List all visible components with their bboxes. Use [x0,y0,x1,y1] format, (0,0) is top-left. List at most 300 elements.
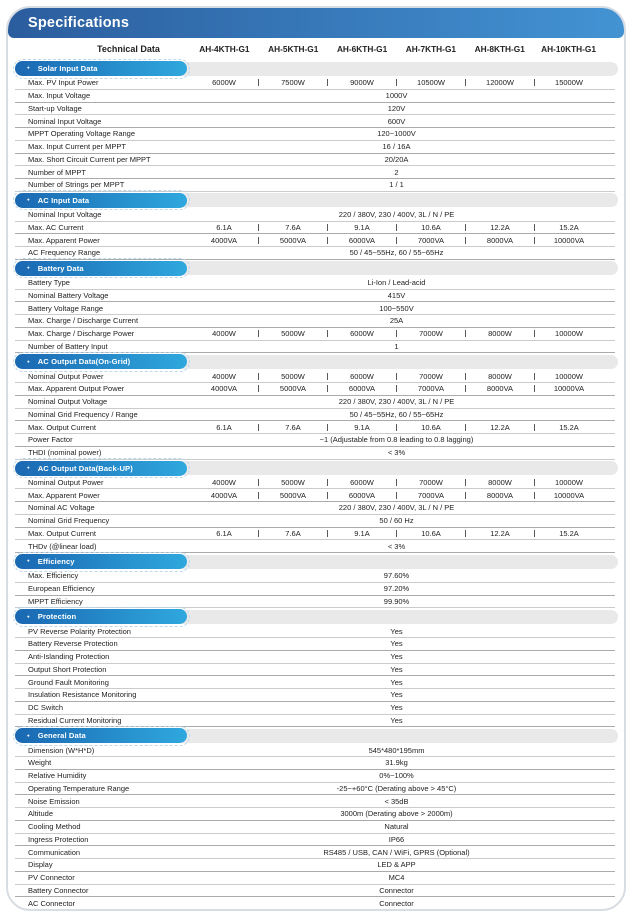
row-label: Max. Short Circuit Current per MPPT [28,154,151,164]
row-value: 9.1A [354,222,370,232]
row-label: Ground Fault Monitoring [28,677,109,687]
spec-row [15,859,615,872]
section-pill [15,728,187,743]
row-label: Max. Apparent Power [28,490,100,500]
row-values [190,678,615,687]
row-value: RS485 / USB, CAN / WiFi, GPRS (Optional) [323,847,470,857]
row-values [190,435,615,444]
row-values [190,155,615,164]
spec-row [15,638,615,651]
spec-row [15,290,615,303]
row-value: 10000W [555,329,583,339]
spec-row [15,596,615,609]
row-value: 8000VA [486,235,514,245]
spec-row [15,795,615,808]
row-label: Nominal Input Voltage [28,210,102,220]
spec-row [15,540,615,553]
section-title: AC Input Data [37,195,90,205]
page-title-banner [8,8,624,38]
bullet-icon: ● [27,265,30,270]
row-value: 50 / 45~55Hz, 60 / 55~65Hz [349,248,444,258]
row-label: Communication [28,847,81,857]
row-label: Display [28,860,53,870]
row-value: 99.90% [383,596,410,606]
row-values [190,809,615,818]
row-value: 10000VA [553,490,585,500]
row-values [190,180,615,189]
row-values [190,372,615,381]
model-column-header: AH-6KTH-G1 [336,44,388,54]
row-values [190,899,615,908]
section-pill [15,461,187,476]
row-value: 5000VA [279,235,307,245]
row-values [190,873,615,882]
section-header-row [15,260,618,277]
row-value: < 3% [387,448,406,458]
row-label: Output Short Protection [28,664,107,674]
section-title: General Data [37,731,86,741]
row-value: ~1 (Adjustable from 0.8 leading to 0.8 lagging) [319,435,474,445]
row-label: Number of MPPT [28,167,86,177]
row-values [190,248,615,257]
spec-table [8,60,624,911]
row-values [190,129,615,138]
bullet-icon: ● [27,65,30,71]
section-title: Efficiency [37,557,75,566]
row-label: Insulation Resistance Monitoring [28,690,137,700]
row-value: 6000W [212,78,236,88]
bullet-icon: ● [27,197,30,202]
section-pill [15,554,187,569]
row-value: LED & APP [377,860,416,870]
row-value: Yes [390,626,403,636]
row-value: 220 / 380V, 230 / 400V, 3L / N / PE [338,503,455,513]
row-value: 9000W [350,78,374,88]
spec-row [15,528,615,541]
row-value: 31.9kg [385,758,408,768]
row-value: 15.2A [559,222,579,232]
row-value: MC4 [388,873,405,883]
row-value: 10000VA [553,384,585,394]
row-values [190,835,615,844]
row-value: IP66 [388,834,405,844]
row-value: 7000W [419,329,443,339]
row-value: 10000VA [553,235,585,245]
row-label: AC Connector [28,898,76,908]
row-values [190,168,615,177]
row-label: PV Connector [28,873,75,883]
row-label: Battery Reverse Protection [28,639,118,649]
spec-row [15,885,615,898]
spec-row [15,141,615,154]
spec-row [15,247,615,260]
row-values [190,886,615,895]
spec-row [15,447,615,460]
row-value: 100~550V [379,303,414,313]
row-label: Power Factor [28,435,73,445]
spec-row [15,783,615,796]
spec-row [15,341,615,354]
row-label: Battery Voltage Range [28,303,104,313]
row-value: 50 / 60 Hz [379,516,414,526]
row-value: 10500W [417,78,445,88]
column-header-row [8,38,624,60]
row-value: 600V [387,116,406,126]
row-values [190,703,615,712]
row-value: 8000W [488,371,512,381]
spec-row [15,115,615,128]
row-value: 7.6A [285,422,301,432]
row-label: AC Frequency Range [28,248,101,258]
spec-row [15,234,615,247]
spec-row [15,90,615,103]
row-label: THDI (nominal power) [28,448,102,458]
row-values [190,542,615,551]
section-pill [15,193,187,208]
row-value: 2 [394,167,399,177]
section-header-row [15,60,618,77]
row-value: 4000W [212,371,236,381]
row-value: 4000W [212,329,236,339]
row-value: 10.6A [421,422,441,432]
row-label: Nominal Output Power [28,371,104,381]
spec-row [15,277,615,290]
row-label: Weight [28,758,52,768]
spec-row [15,872,615,885]
spec-row [15,128,615,141]
row-value: -25~+60°C (Derating above > 45°C) [336,783,457,793]
row-values [190,848,615,857]
row-label: Max. Charge / Discharge Current [28,316,139,326]
row-label: Max. Output Current [28,422,96,432]
row-values [190,529,615,538]
spec-row [15,209,615,222]
row-value: 1 / 1 [389,180,404,190]
spec-row [15,328,615,341]
row-value: 7000W [419,477,443,487]
row-label: MPPT Efficiency [28,596,83,606]
section-title: Protection [37,612,77,622]
row-value: 6000W [350,329,374,339]
spec-row [15,370,615,383]
row-value: 545*480*195mm [368,745,425,755]
row-label: Nominal Grid Frequency / Range [28,409,138,419]
row-values [190,571,615,580]
row-value: 6000W [350,371,374,381]
spec-row [15,757,615,770]
row-value: 3000m (Derating above > 2000m) [340,809,453,819]
row-label: Battery Type [28,278,70,288]
row-values [190,584,615,593]
row-label: Max. Efficiency [28,571,79,581]
row-label: Ingress Protection [28,834,89,844]
row-value: 9.1A [354,528,370,538]
spec-row [15,834,615,847]
row-label: Nominal Output Power [28,477,104,487]
row-label: Nominal Grid Frequency [28,516,110,526]
spec-row [15,583,615,596]
row-values [190,491,615,500]
section-pill [15,609,187,624]
row-label: Residual Current Monitoring [28,715,122,725]
row-value: 97.60% [383,571,410,581]
row-value: 8000VA [486,384,514,394]
row-label: Max. AC Current [28,222,84,232]
row-label: Max. Input Voltage [28,91,91,101]
row-value: 7.6A [285,222,301,232]
row-values [190,316,615,325]
row-label: Nominal AC Voltage [28,503,95,513]
row-label: THDv (@linear load) [28,541,97,551]
row-value: Yes [390,664,403,674]
row-value: 7000VA [417,384,445,394]
row-value: Natural [384,822,409,832]
row-label: Noise Emission [28,796,80,806]
row-value: 5000W [281,371,305,381]
spec-row [15,821,615,834]
spec-row [15,664,615,677]
row-value: 0%~100% [379,771,414,781]
row-value: 9.1A [354,422,370,432]
row-values [190,627,615,636]
section-pill [15,61,187,76]
row-label: Nominal Output Voltage [28,397,108,407]
row-value: 8000W [488,477,512,487]
row-values [190,797,615,806]
row-label: Cooling Method [28,822,81,832]
spec-row [15,315,615,328]
row-values [190,78,615,87]
spec-row [15,77,615,90]
row-value: 25A [389,316,404,326]
row-value: 7000VA [417,490,445,500]
row-label: Max. Apparent Output Power [28,384,125,394]
row-values [190,478,615,487]
row-value: Yes [390,715,403,725]
row-value: 10000W [555,371,583,381]
row-value: 12.2A [490,528,510,538]
section-pill [15,354,187,369]
spec-row [15,808,615,821]
section-header-row [15,553,618,570]
row-value: 120V [387,103,406,113]
spec-row [15,570,615,583]
section-header-row [15,460,618,477]
section-title: Solar Input Data [37,64,98,73]
row-values [190,665,615,674]
row-values [190,503,615,512]
row-values [190,236,615,245]
row-label: MPPT Operating Voltage Range [28,129,136,139]
spec-card [6,6,626,911]
row-value: 6.1A [216,422,232,432]
row-label: Dimension (W*H*D) [28,745,95,755]
row-value: 5000W [281,477,305,487]
row-value: 6000VA [348,235,376,245]
row-value: 15.2A [559,528,579,538]
row-value: 6000W [350,477,374,487]
row-value: 16 / 16A [382,142,411,152]
row-value: 50 / 45~55Hz, 60 / 55~65Hz [349,409,444,419]
row-value: 10.6A [421,222,441,232]
row-value: Yes [390,652,403,662]
row-value: 220 / 380V, 230 / 400V, 3L / N / PE [338,397,455,407]
row-value: 1000V [385,91,408,101]
section-header-row [15,353,618,370]
spec-row [15,396,615,409]
spec-row [15,651,615,664]
spec-row [15,166,615,179]
row-value: Yes [390,703,403,713]
row-values [190,771,615,780]
section-header-row [15,608,618,625]
row-label: DC Switch [28,703,64,713]
row-values [190,410,615,419]
row-value: 220 / 380V, 230 / 400V, 3L / N / PE [338,210,455,220]
section-pill [15,261,187,276]
row-value: 6000VA [348,384,376,394]
row-value: 15.2A [559,422,579,432]
row-values [190,716,615,725]
row-values [190,384,615,393]
row-value: 7000VA [417,235,445,245]
row-values [190,117,615,126]
spec-row [15,744,615,757]
row-value: 6.1A [216,528,232,538]
row-values [190,690,615,699]
row-value: 4000W [212,477,236,487]
bullet-icon: ● [27,613,30,619]
section-title: AC Output Data(On-Grid) [37,357,131,367]
row-label: Max. Input Current per MPPT [28,142,126,152]
row-value: 12.2A [490,422,510,432]
bullet-icon: ● [27,732,30,738]
row-values [190,223,615,232]
row-values [190,210,615,219]
spec-row [15,502,615,515]
spec-row [15,383,615,396]
row-label: European Efficiency [28,584,95,594]
spec-row [15,477,615,490]
row-value: 5000VA [279,490,307,500]
row-value: 4000VA [210,384,238,394]
spec-row [15,103,615,116]
row-value: 8000W [488,329,512,339]
row-values [190,104,615,113]
row-values [190,652,615,661]
row-value: Yes [390,639,403,649]
row-value: Yes [390,690,403,700]
row-value: Connector [379,885,414,895]
row-label: Battery Connector [28,885,89,895]
row-value: 20/20A [384,154,409,164]
row-values [190,304,615,313]
row-values [190,758,615,767]
row-label: PV Reverse Polarity Protection [28,626,131,636]
row-value: Connector [379,898,414,908]
row-value: 7000W [419,371,443,381]
row-values [190,397,615,406]
row-label: Nominal Input Voltage [28,116,102,126]
row-value: Li-Ion / Lead-acid [367,278,426,288]
row-label: Nominal Battery Voltage [28,290,109,300]
row-value: 6.1A [216,222,232,232]
row-value: 7.6A [285,528,301,538]
model-column-header: AH-8KTH-G1 [474,44,525,54]
spec-row [15,154,615,167]
model-column-header: AH-4KTH-G1 [199,44,250,54]
row-values [190,860,615,869]
row-values [190,597,615,606]
row-value: 6000VA [348,490,376,500]
section-title: Battery Data [37,263,84,273]
spec-row [15,702,615,715]
row-values [190,291,615,300]
row-value: 4000VA [210,235,238,245]
spec-row [15,897,615,910]
row-label: Relative Humidity [28,771,87,781]
section-header-row [15,727,618,744]
section-header-row [15,192,618,209]
row-label: Operating Temperature Range [28,783,130,793]
model-column-header: AH-10KTH-G1 [541,44,596,54]
spec-row [15,489,615,502]
bullet-icon: ● [27,558,30,564]
row-values [190,516,615,525]
spec-row [15,222,615,235]
row-values [190,142,615,151]
row-label: Number of Strings per MPPT [28,180,125,190]
spec-row [15,515,615,528]
spec-row [15,689,615,702]
spec-row [15,715,615,728]
row-value: 10000W [555,477,583,487]
section-title: AC Output Data(Back-UP) [37,463,133,473]
row-label: Max. Output Current [28,528,96,538]
row-label: Altitude [28,809,54,819]
row-label: Anti-Islanding Protection [28,652,110,662]
spec-row [15,434,615,447]
row-label: Start-up Voltage [28,103,82,113]
row-values [190,91,615,100]
row-values [190,448,615,457]
row-values [190,329,615,338]
row-label: Number of Battery Input [28,341,108,351]
row-values [190,784,615,793]
spec-row [15,676,615,689]
row-values [190,746,615,755]
row-values [190,639,615,648]
row-value: 12.2A [490,222,510,232]
bullet-icon: ● [27,358,30,364]
spec-row [15,409,615,422]
spec-row [15,421,615,434]
row-value: 10.6A [421,528,441,538]
row-value: 7500W [281,78,305,88]
row-value: 120~1000V [377,129,416,139]
spec-row [15,625,615,638]
row-values [190,342,615,351]
spec-row [15,179,615,192]
row-value: 5000W [281,329,305,339]
row-values [190,822,615,831]
row-values [190,423,615,432]
row-value: < 35dB [384,796,409,806]
model-column-header: AH-5KTH-G1 [268,44,319,54]
row-label: Max. PV Input Power [28,78,99,88]
spec-row [15,302,615,315]
model-header-group [190,44,603,54]
